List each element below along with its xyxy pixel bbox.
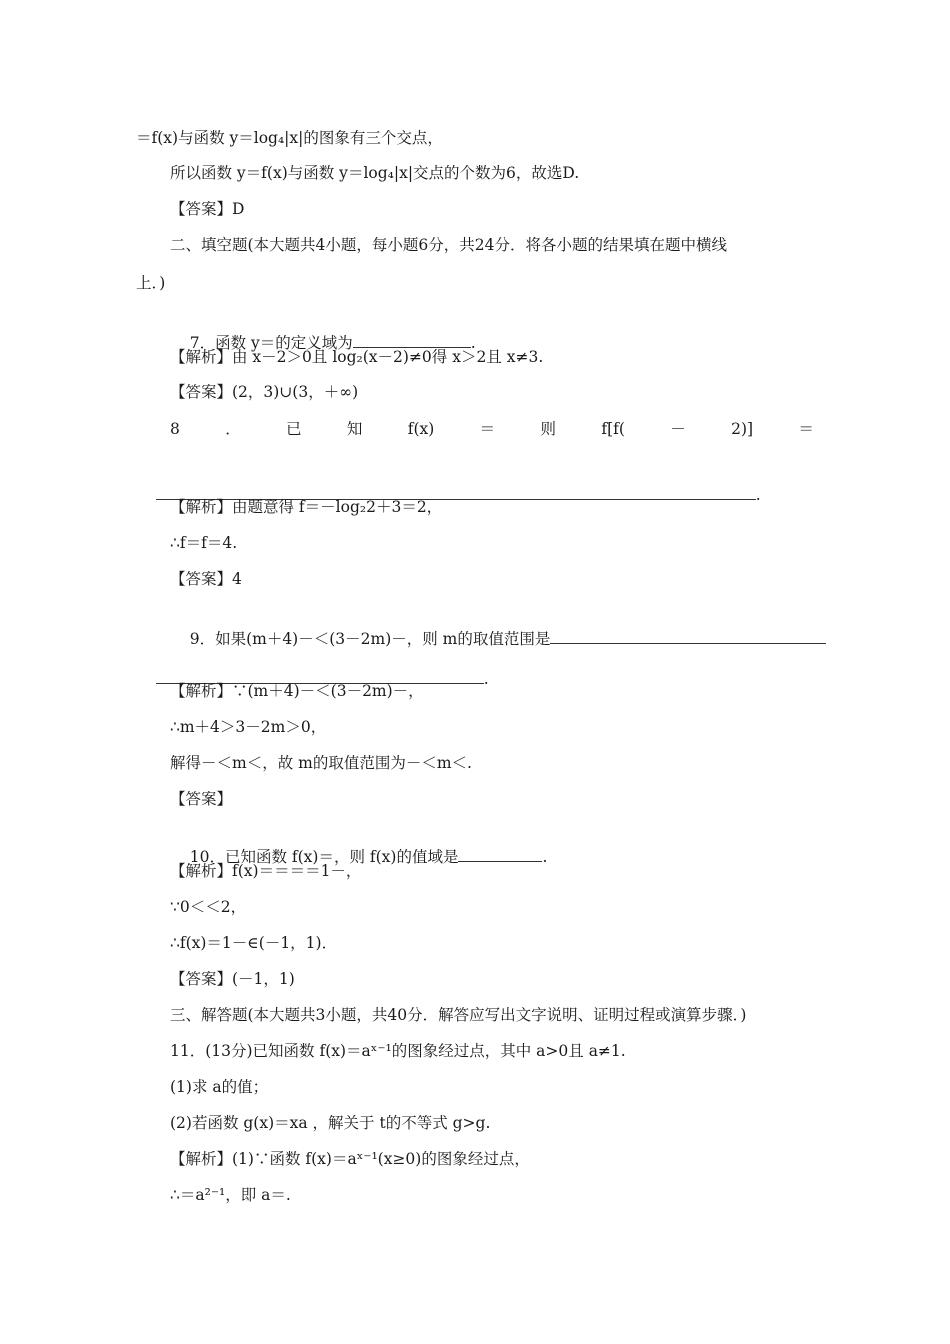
q8-token: f[f(	[601, 420, 625, 438]
section-heading: 二、填空题(本大题共4小题，每小题6分，共24分．将各小题的结果填在题中横线	[170, 236, 727, 254]
analysis-line: 【解析】由题意得 f＝－log₂2＋3＝2，	[170, 498, 443, 516]
answer-line: 【答案】(2，3)∪(3，＋∞)	[170, 383, 359, 401]
question-9-text: 9．如果(m＋4)－＜(3－2m)－，则 m的取值范围是	[189, 630, 551, 648]
q8-token: f(x)	[407, 420, 435, 438]
analysis-line: 【解析】f(x)＝＝＝＝1－，	[170, 862, 362, 880]
question-8-blank-line	[136, 462, 761, 528]
text-line: ∴＝a²⁻¹，即 a＝.	[170, 1186, 291, 1204]
analysis-line: 【解析】由 x－2＞0且 log₂(x－2)≠0得 x＞2且 x≠3.	[170, 348, 544, 366]
q8-token: －	[670, 420, 686, 438]
text-line: ＝f(x)与函数 y＝log₄|x|的图象有三个交点，	[136, 129, 443, 147]
answer-blank	[550, 629, 826, 644]
question-9-blank-line	[136, 646, 489, 712]
question-11-part-1: (1)求 a的值；	[170, 1078, 269, 1096]
text-line: 所以函数 y＝f(x)与函数 y＝log₄|x|交点的个数为6，故选D.	[170, 164, 580, 182]
q8-token: 8	[170, 420, 180, 438]
q8-token: 已	[286, 420, 302, 438]
section-heading: 三、解答题(本大题共3小题，共40分．解答应写出文字说明、证明过程或演算步骤．)	[170, 1006, 747, 1024]
q8-token: 知	[346, 420, 363, 438]
answer-line: 【答案】(－1，1)	[170, 970, 295, 988]
question-10-text: 10．已知函数 f(x)＝，则 f(x)的值域是	[189, 848, 459, 866]
q8-token: 2)]	[731, 420, 754, 438]
text-line: ∵0＜＜2，	[170, 898, 247, 916]
q8-token: ＝	[479, 420, 496, 438]
analysis-line: 【解析】∵(m＋4)－＜(3－2m)－，	[170, 682, 424, 700]
analysis-line: 【解析】(1)∵函数 f(x)＝aˣ⁻¹(x≥0)的图象经过点，	[170, 1150, 530, 1168]
answer-blank	[458, 847, 542, 862]
period: .	[542, 848, 548, 866]
period: .	[470, 334, 476, 352]
period: .	[755, 486, 761, 504]
question-8	[170, 418, 814, 440]
answer-line: 【答案】	[170, 790, 233, 808]
text-line: ∴m＋4＞3－2m＞0，	[170, 718, 327, 736]
text-line: ∴f(x)＝1－∈(－1，1)．	[170, 934, 338, 952]
question-11: 11．(13分)已知函数 f(x)＝aˣ⁻¹的图象经过点，其中 a>0且 a≠1.	[170, 1042, 626, 1060]
q8-token: 则	[540, 420, 556, 438]
text-line: 解得－＜m＜，故 m的取值范围为－＜m＜.	[170, 754, 472, 772]
q8-token: ＝	[798, 420, 814, 438]
question-11-part-2: (2)若函数 g(x)＝xa ，解关于 t的不等式 g>g.	[170, 1114, 491, 1132]
q8-token: ．	[225, 420, 241, 438]
section-heading-cont: 上．)	[136, 274, 166, 292]
answer-line: 【答案】4	[170, 570, 242, 588]
period: .	[483, 670, 489, 688]
text-line: ∴f＝f＝4.	[170, 534, 238, 552]
answer-line: 【答案】D	[170, 200, 245, 218]
question-7-text: 7．函数 y＝的定义域为	[189, 334, 353, 352]
